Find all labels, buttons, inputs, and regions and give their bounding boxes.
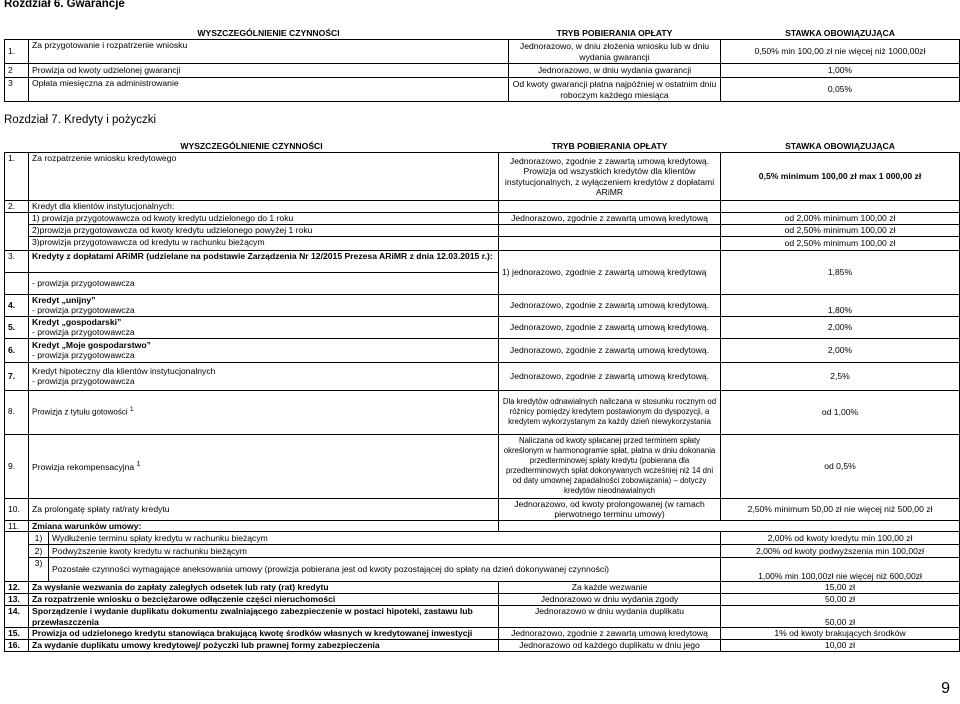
table-row: 9. Prowizja rekompensacyjna $^1$ Naliczana od kwoty spłacanej przed terminem spłaty określonym w harmonogramie spłat, płatna w dniu dokonania przedterminowej spłaty kredytu (pobierana dla przedterminowych spłat dokonywanych wcześniej niż 14 dni od daty umownej zapadalności zobowiązania) – dotyczy kredytów nieodnawialnych od 0,5% <box>5 434 960 498</box>
table-row: 6. Kredyt „Moje gospodarstwo” - prowizja przygotowawcza Jednorazowo, zgodnie z zawartą umową kredytową. 2,00% <box>5 338 960 362</box>
table-row: 1. Za rozpatrzenie wniosku kredytowego Jednorazowo, zgodnie z zawartą umową kredytową. Prowizja od wszystkich kredytów dla klientów instytucjonalnych, z wyłączeniem kredytów z dopłatami ARiMR 0,5% minimum 100,00 zł max 1 000,00 zł <box>5 153 960 201</box>
table-row: 2)prowizja przygotowawcza od kwoty kredytu udzielonego powyżej 1 roku od 2,50% minimum 100,00 zł <box>5 224 960 236</box>
table-row: 10. Za prolongatę spłaty rat/raty kredytu Jednorazowo, od kwoty prolongowanej (w ramach pierwotnego terminu umowy) 2,50% minimum 50,00 zł nie więcej niż 500,00 zł <box>5 498 960 520</box>
table-row: 1. Za przygotowanie i rozpatrzenie wniosku Jednorazowo, w dniu złożenia wniosku lub w dniu wydania gwarancji 0,50% min 100,00 zł nie więcej niż 1000,00zł <box>5 40 960 64</box>
table-row: 1) Wydłużenie terminu spłaty kredytu w rachunku bieżącym 2,00% od kwoty kredytu min 100,00 zł <box>5 532 960 545</box>
table-row: 13. Za rozpatrzenie wniosku o bezciężarowe odłączenie części nieruchomości Jednorazowo w dniu wydania zgody 50,00 zł <box>5 594 960 606</box>
table-header <box>5 27 960 40</box>
table-row: 11. Zmiana warunków umowy: <box>5 520 960 532</box>
credits-table: WYSZCZEGÓLNIENIE CZYNNOŚCI TRYB POBIERANIA OPŁATY STAWKA OBOWIĄZUJĄCA 1. Za rozpatrzenie wniosku kredytowego Jednorazowo, zgodnie z zawartą umową kredytową. Prowizja od wszystkich kredytów dla klientów instytucjonalnych, z wyłączeniem kredytów z dopłatami ARiMR 0,5% minimum 100,00 zł max 1 000,00 zł 2. Kredyt dla klientów instytucjonalnych: 1) prowizja przygotowawcza od kwoty kredytu udzielonego do 1 roku Jednorazowo, zgodnie z zawartą umową kredytową od 2,00% minimum 100,00 zł 2)prowizja przygotowawcza od kwoty kredytu udzielonego powyżej 1 roku od 2,50% minimum 100,00 zł 3)prowizja przygotowawcza od kredytu w rachunku bieżącym od 2,50% minimum 100,00 zł 3. Kredyty z dopłatami ARiMR (udzielane na podstawie Zarządzenia Nr 12/2015 Prezesa ARiMR z dnia 12.03.2015 r.): 1) jednorazowo, zgodnie z zawartą umową kredytową 1,85% - prowizja przygotowawcza 4. Kredyt „unijny” - prowizja przygotowawcza Jednorazowo, zgodnie z zawartą umową kredytową. 1,80% 5. Kredyt „gospodarski” - prowizja przygotowawcza Jednorazowo, zgodnie z zawartą umową kredytową. 2,00% 6. Kredyt „Moje gospodarstwo” - prowizja przygotowawcza Jednorazowo, zgodnie z zawartą umową kredytową. 2,00% 7. Kredyt hipoteczny dla klientów instytucjonalnych - prowizja przygotowawcza Jednorazowo, zgodnie z zawartą umową kredytową. 2,5% 8. Prowizja z tytułu gotowości $^1$ Dla kredytów odnawialnych naliczana w stosunku rocznym od różnicy pomiędzy kredytem postawionym do dyspozycji, a kredytem wykorzystanym za każdy dzień niewykorzystania od 1,00% 9. Prowizja rekompensacyjna $^1$ Naliczana od kwoty spłacanej przed terminem spłaty określonym w harmonogramie spłat, płatna w dniu dokonania przedterminowej spłaty kredytu (pobierana dla przedterminowych spłat dokonywanych wcześniej niż 14 dni od daty umownej zapadalności zobowiązania) – dotyczy kredytów nieodnawialnych od 0,5% 10. Za prolongatę spłaty rat/raty kredytu Jednorazowo, od kwoty prolongowanej (w ramach pierwotnego terminu umowy) 2,50% minimum 50,00 zł nie więcej niż 500,00 zł 11. Zmiana warunków umowy: 1) Wydłużenie terminu spłaty kredytu w rachunku bieżącym 2,00% od kwoty kredytu min 100,00 zł 2) Podwyższenie kwoty kredytu w rachunku bieżącym 2,00% od kwoty podwyższenia min 100,00zł 3) Pozostałe czynności wymagające aneksowania umowy (prowizja pobierana jest od kwoty pozostającej do spłaty na dzień dokonywanej czynności) 1,00% min 100,00zł nie więcej niż 600,00zł 12. Za wysłanie wezwania do zapłaty zaległych odsetek lub raty (rat) kredytu Za każde wezwanie 15,00 zł 13. Za rozpatrzenie wniosku o bezciężarowe odłączenie części nieruchomości Jednorazowo w dniu wydania zgody 50,00 zł 14. Sporządzenie i wydanie duplikatu dokumentu zwalniającego zabezpieczenie w postaci hipoteki, zastawu lub przewłaszczenia Jednorazowo w dniu wydania duplikatu 50,00 zł 15. Prowizja od udzielonego kredytu stanowiąca brakującą kwotę środków własnych w kredytowanej inwestycji Jednorazowo, zgodnie z zawartą umową kredytową 1% od kwoty brakujących środków 16. Za wydanie duplikatu umowy kredytowej/ pożyczki lub prawnej formy zabezpieczenia Jednorazowo od każdego duplikatu w dniu jego 10,00 zł <box>4 140 960 652</box>
table-row: 2 Prowizja od kwoty udzielonej gwarancji Jednorazowo, w dniu wydania gwarancji 1,00% <box>5 64 960 78</box>
table-row: 7. Kredyt hipoteczny dla klientów instytucjonalnych - prowizja przygotowawcza Jednorazowo, zgodnie z zawartą umową kredytową. 2,5% <box>5 362 960 390</box>
table-row: 3 Opłata miesięczna za administrowanie Od kwoty gwarancji płatna najpóźniej w ostatnim dniu roboczym każdego miesiąca 0,05% <box>5 78 960 102</box>
table-row: 2. Kredyt dla klientów instytucjonalnych: <box>5 201 960 213</box>
section7-title: Rozdział 7. Kredyty i pożyczki <box>4 114 157 126</box>
table-row: 12. Za wysłanie wezwania do zapłaty zaległych odsetek lub raty (rat) kredytu Za każde wezwanie 15,00 zł <box>5 582 960 594</box>
table-row: 3)prowizja przygotowawcza od kredytu w rachunku bieżącym od 2,50% minimum 100,00 zł <box>5 236 960 250</box>
table-row: 4. Kredyt „unijny” - prowizja przygotowawcza Jednorazowo, zgodnie z zawartą umową kredytową. 1,80% <box>5 294 960 316</box>
header-col1: WYSZCZEGÓLNIENIE CZYNNOŚCI <box>29 27 509 40</box>
table-row: 15. Prowizja od udzielonego kredytu stanowiąca brakującą kwotę środków własnych w kredytowanej inwestycji Jednorazowo, zgodnie z zawartą umową kredytową 1% od kwoty brakujących środków <box>5 628 960 640</box>
table-row: 16. Za wydanie duplikatu umowy kredytowej/ pożyczki lub prawnej formy zabezpieczenia Jednorazowo od każdego duplikatu w dniu jego 10,00 zł <box>5 640 960 652</box>
table-row: 14. Sporządzenie i wydanie duplikatu dokumentu zwalniającego zabezpieczenie w postaci hipoteki, zastawu lub przewłaszczenia Jednorazowo w dniu wydania duplikatu 50,00 zł <box>5 606 960 628</box>
header-col1: WYSZCZEGÓLNIENIE CZYNNOŚCI <box>5 140 499 153</box>
header-col3: STAWKA OBOWIĄZUJĄCA <box>721 27 960 40</box>
header-col3: STAWKA OBOWIĄZUJĄCA <box>721 140 960 153</box>
table-row: 1) prowizja przygotowawcza od kwoty kredytu udzielonego do 1 roku Jednorazowo, zgodnie z zawartą umową kredytową od 2,00% minimum 100,00 zł <box>5 212 960 224</box>
header-col2: TRYB POBIERANIA OPŁATY <box>499 140 721 153</box>
table-header <box>5 140 960 153</box>
table-row: 5. Kredyt „gospodarski” - prowizja przygotowawcza Jednorazowo, zgodnie z zawartą umową kredytową. 2,00% <box>5 316 960 338</box>
guarantees-table <box>4 27 960 102</box>
section6-title: Rozdział 6. Gwarancje <box>4 0 125 10</box>
header-col2: TRYB POBIERANIA OPŁATY <box>509 27 721 40</box>
table-row: 3) Pozostałe czynności wymagające aneksowania umowy (prowizja pobierana jest od kwoty pozostającej do spłaty na dzień dokonywanej czynności) 1,00% min 100,00zł nie więcej niż 600,00zł <box>5 558 960 582</box>
table-row: 2) Podwyższenie kwoty kredytu w rachunku bieżącym 2,00% od kwoty podwyższenia min 100,00zł <box>5 545 960 558</box>
table-row: 8. Prowizja z tytułu gotowości $^1$ Dla kredytów odnawialnych naliczana w stosunku rocznym od różnicy pomiędzy kredytem postawionym do dyspozycji, a kredytem wykorzystanym za każdy dzień niewykorzystania od 1,00% <box>5 390 960 434</box>
table-row: 3. Kredyty z dopłatami ARiMR (udzielane na podstawie Zarządzenia Nr 12/2015 Prezesa ARiMR z dnia 12.03.2015 r.): 1) jednorazowo, zgodnie z zawartą umową kredytową 1,85% <box>5 250 960 272</box>
page-number: 9 <box>941 680 950 697</box>
